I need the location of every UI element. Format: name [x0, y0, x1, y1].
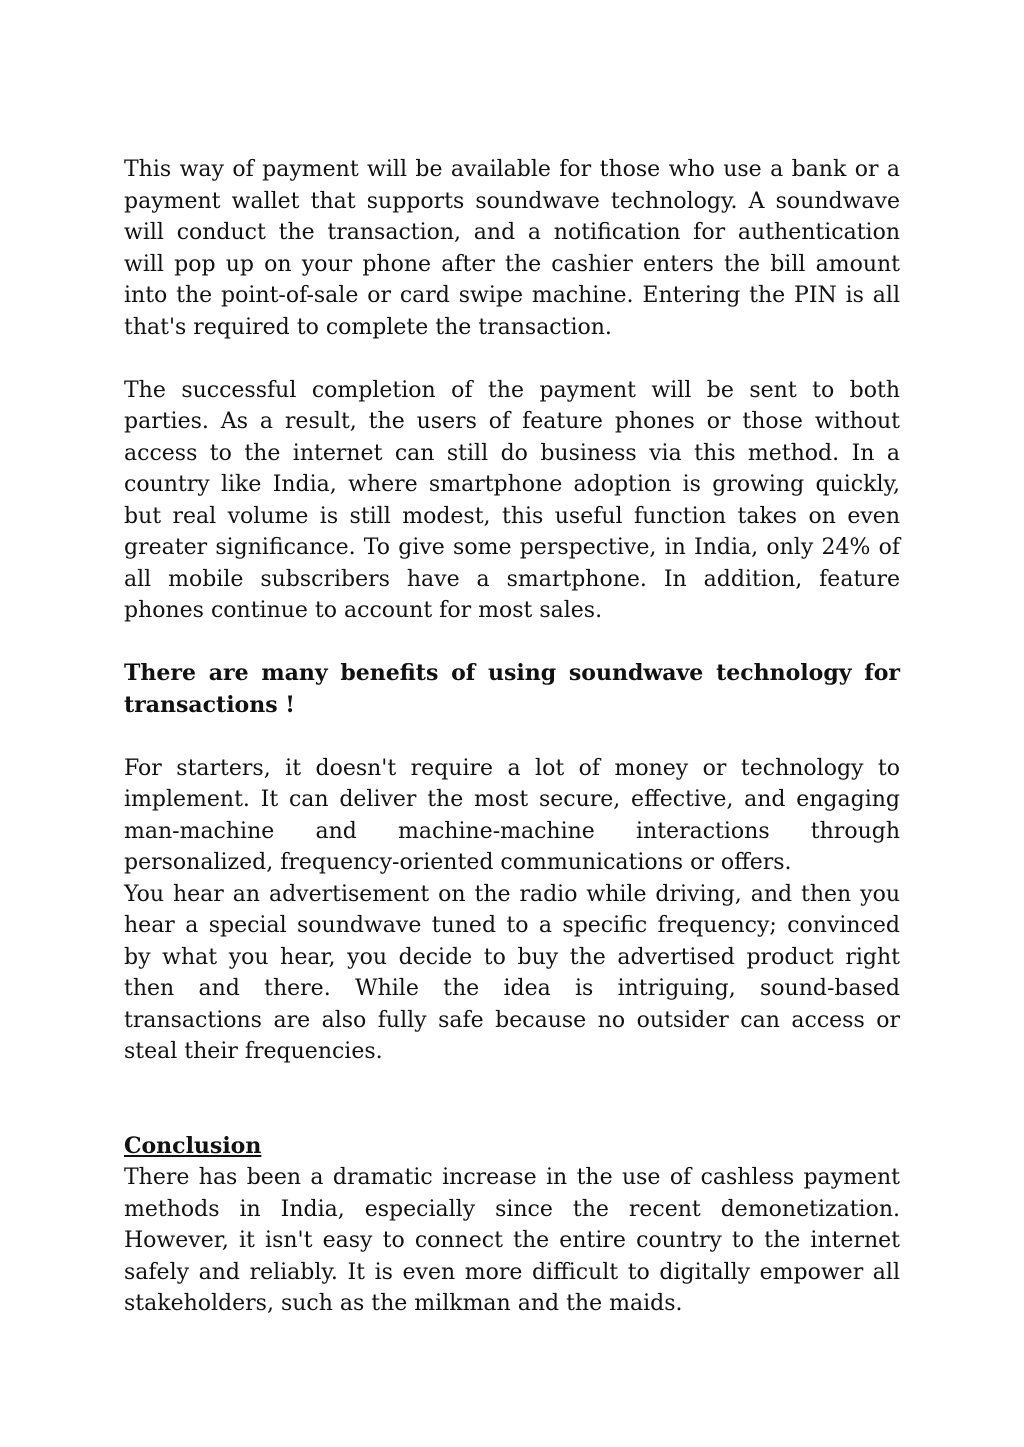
paragraph-spacer — [124, 343, 900, 375]
paragraph-spacer — [124, 627, 900, 659]
paragraph-starters: For starters, it doesn't require a lot of money or technology to implement. It can deliver the most secure, effective, and engaging man-machine and machine-machine interactions through personalized, frequency-oriented communications or offers. — [124, 755, 900, 875]
paragraph-spacer — [124, 721, 900, 753]
paragraph-conclusion: There has been a dramatic increase in the use of cashless payment methods in India, especially since the recent demonetization. However, it isn't easy to connect the entire country to the internet safely and reliably. It is even more difficult to digitally empower all stakeholders, such as the milkman and the maids. — [124, 1165, 900, 1316]
benefits-heading: There are many benefits of using soundwave technology for transactions ! — [124, 660, 900, 718]
conclusion-heading: Conclusion — [124, 1132, 262, 1159]
document-page — [124, 154, 900, 1320]
paragraph-payment-completion: The successful completion of the payment will be sent to both parties. As a result, the users of feature phones or those without access to the internet can still do business via this method. In a country like India, where smartphone adoption is growing quickly, but real volume is still modest, this useful function takes on even greater significance. To give some perspective, in India, only 24% of all mobile subscribers have a smartphone. In addition, feature phones continue to account for most sales. — [124, 377, 900, 623]
section-spacer — [124, 1068, 900, 1131]
paragraph-soundwave-payment: This way of payment will be available for those who use a bank or a payment wallet that supports soundwave technology. A soundwave will conduct the transaction, and a notification for authentication will pop up on your phone after the cashier enters the bill amount into the point-of-sale or card swipe machine. Entering the PIN is all that's required to complete the transaction. — [124, 157, 900, 340]
paragraph-radio-example: You hear an advertisement on the radio while driving, and then you hear a special soundwave tuned to a specific frequency; convinced by what you hear, you decide to buy the advertised product right then and there. While the idea is intriguing, sound-based transactions are also fully safe because no outsider can access or steal their frequencies. — [124, 881, 900, 1064]
